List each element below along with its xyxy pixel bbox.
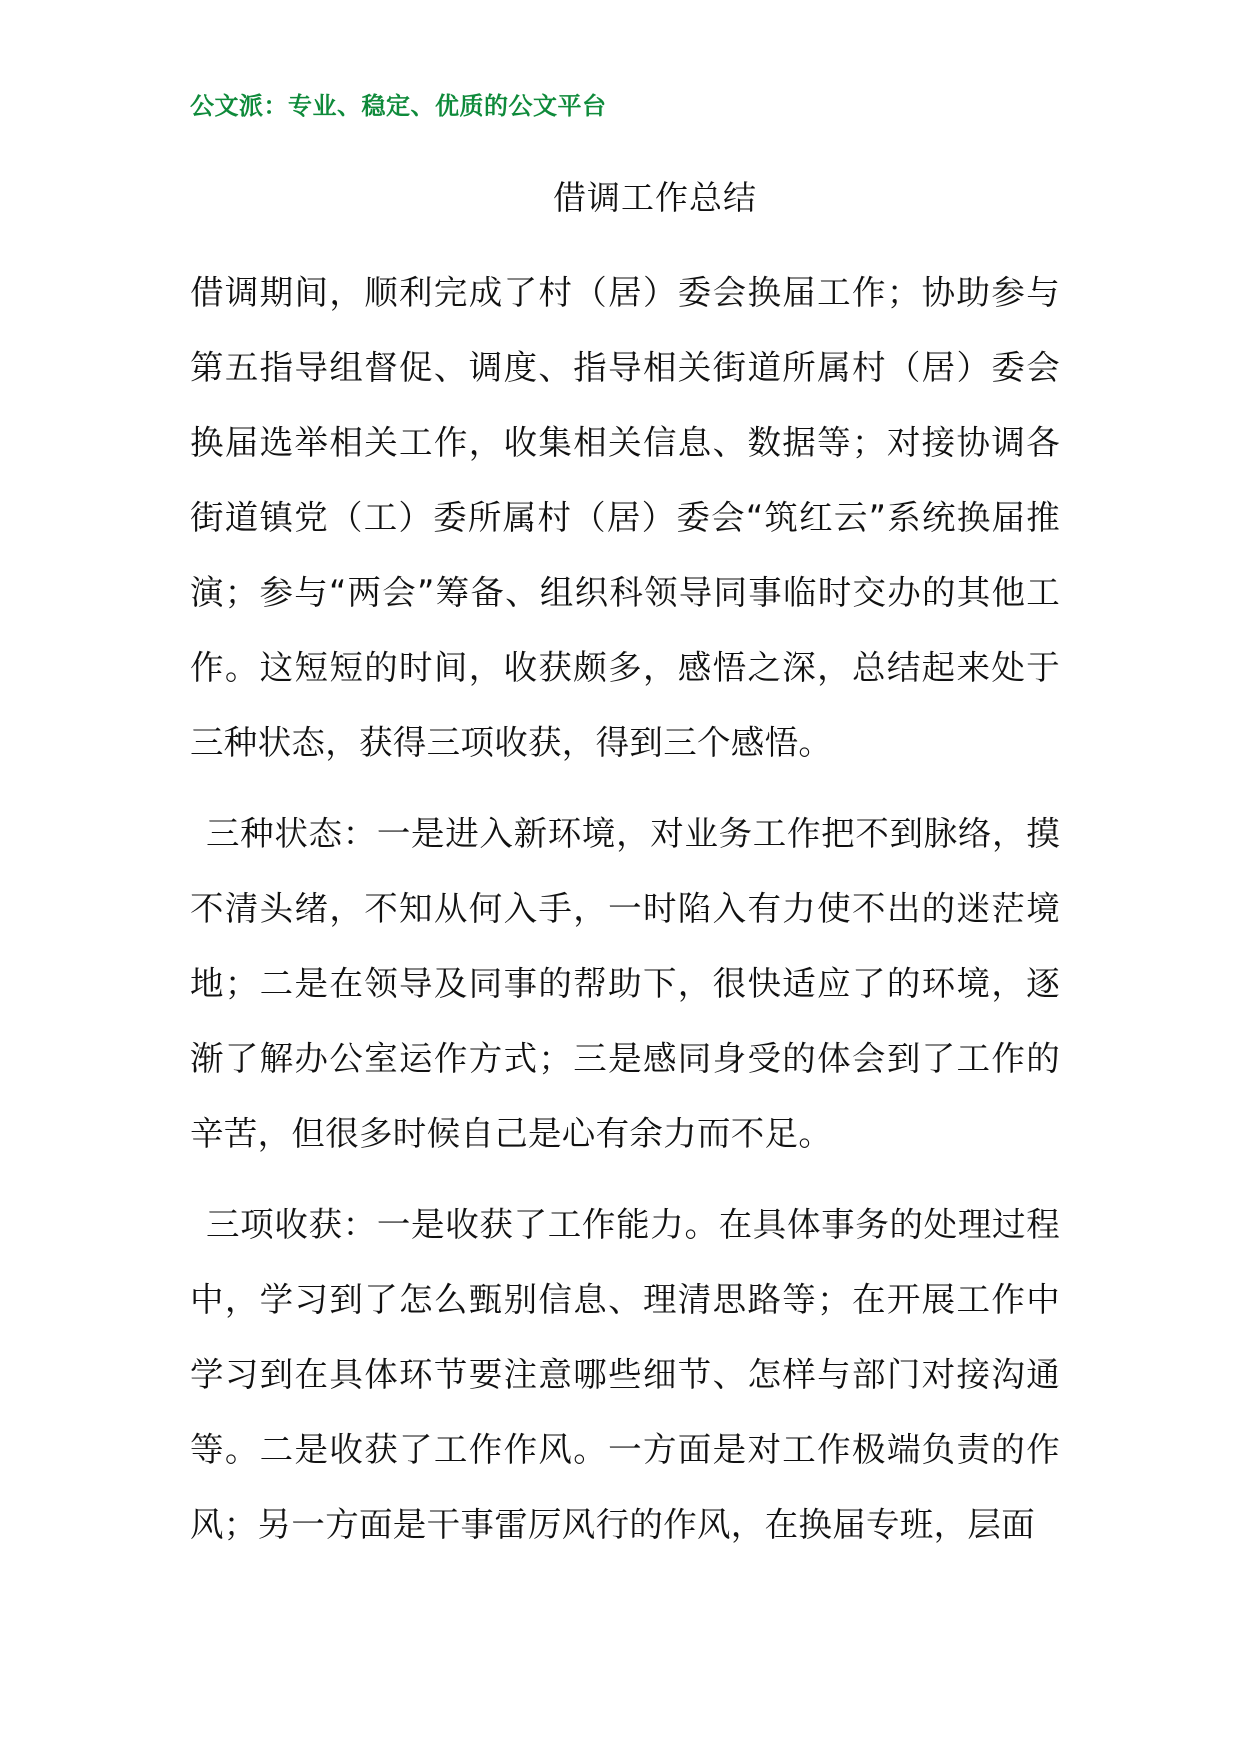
paragraph-summary: 借调期间，顺利完成了村（居）委会换届工作；协助参与第五指导组督促、调度、指导相关街道所属村（居）委会换届选举相关工作，收集相关信息、数据等；对接协调各街道镇党（工）委所属村（居）委会“筑红云”系统换届推演；参与“两会”筹备、组织科领导同事临时交办的其他工作。这短短的时间，收获颇多，感悟之深，总结起来处于三种状态，获得三项收获，得到三个感悟。 bbox=[190, 273, 1060, 762]
document-body bbox=[190, 255, 1060, 1578]
document-title: 借调工作总结 bbox=[553, 178, 757, 217]
paragraph-three-gains: 三项收获：一是收获了工作能力。在具体事务的处理过程中，学习到了怎么甄别信息、理清思路等；在开展工作中学习到在具体环节要注意哪些细节、怎样与部门对接沟通等。二是收获了工作作风。一方面是对工作极端负责的作风；另一方面是干事雷厉风行的作风，在换届专班，层面 bbox=[190, 1205, 1060, 1544]
paragraph-three-states: 三种状态：一是进入新环境，对业务工作把不到脉络，摸不清头绪，不知从何入手，一时陷入有力使不出的迷茫境地；二是在领导及同事的帮助下，很快适应了的环境，逐渐了解办公室运作方式；三是感同身受的体会到了工作的辛苦，但很多时候自己是心有余力而不足。 bbox=[190, 814, 1060, 1153]
platform-slogan: 公文派：专业、稳定、优质的公文平台 bbox=[190, 92, 607, 120]
